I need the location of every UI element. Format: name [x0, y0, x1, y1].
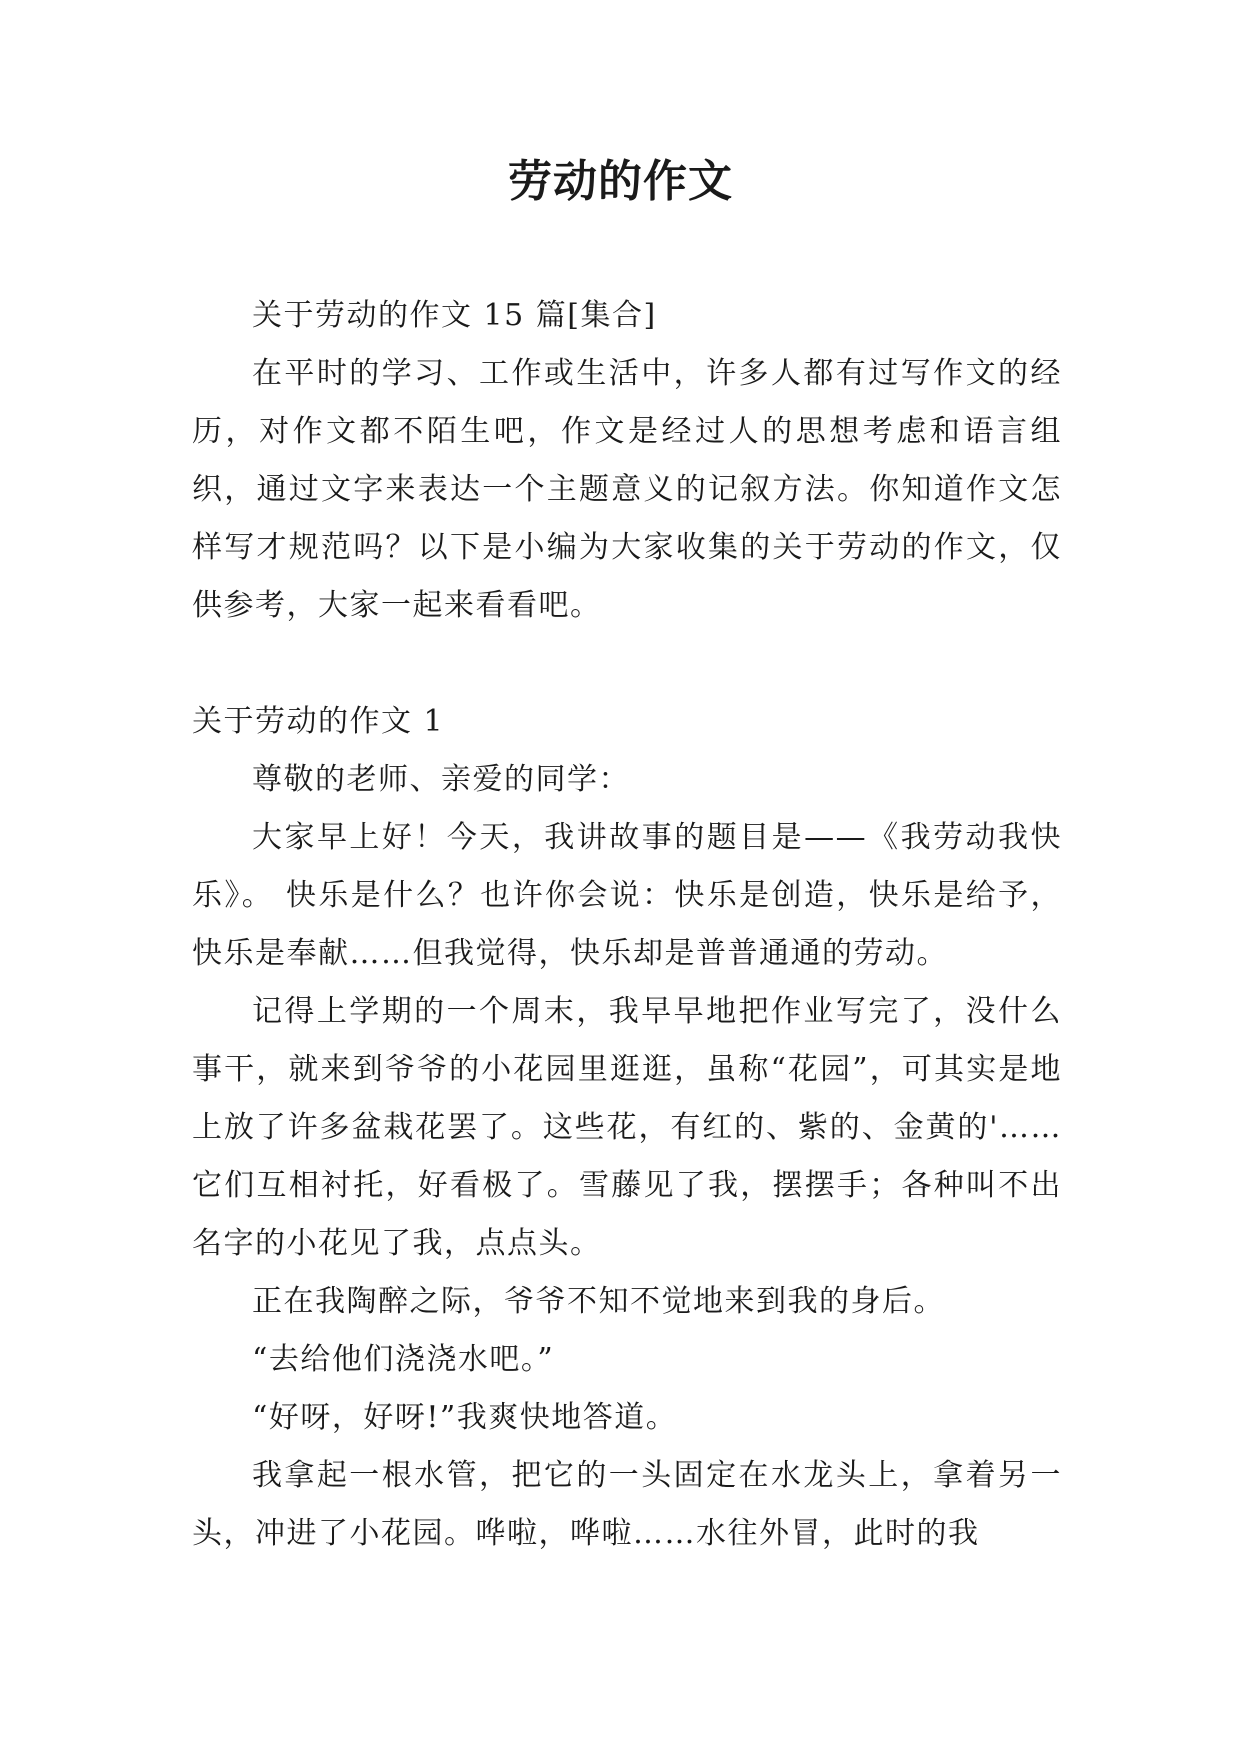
paragraph-watering: 我拿起一根水管，把它的一头固定在水龙头上，拿着另一头，冲进了小花园。哗啦，哗啦……水往外冒，此时的我	[192, 1458, 1062, 1551]
section-heading: 关于劳动的作文 1	[192, 704, 445, 739]
paragraph-opening: 大家早上好！今天，我讲故事的题目是——《我劳动我快乐》。 快乐是什么？也许你会说：快乐是创造，快乐是给予，快乐是奉献……但我觉得，快乐却是普普通通的劳动。	[192, 820, 1062, 971]
document-body	[192, 287, 1062, 1563]
section-spacer	[192, 635, 1062, 693]
paragraph-greeting: 尊敬的老师、亲爱的同学：	[252, 762, 630, 797]
document-title: 劳动的作文	[508, 156, 733, 207]
paragraph-quote-reply: “好呀，好呀!”我爽快地答道。	[252, 1400, 678, 1435]
paragraph-memory: 记得上学期的一个周末，我早早地把作业写完了，没什么事干，就来到爷爷的小花园里逛逛，虽称“花园”，可其实是地上放了许多盆栽花罢了。这些花，有红的、紫的、金黄的'……它们互相衬托，好看极了。雪藤见了我，摆摆手；各种叫不出名字的小花见了我，点点头。	[192, 994, 1062, 1261]
document-subtitle: 关于劳动的作文 15 篇[集合]	[252, 298, 657, 333]
paragraph-quote-water: “去给他们浇浇水吧。”	[252, 1342, 555, 1377]
paragraph-grandpa: 正在我陶醉之际，爷爷不知不觉地来到我的身后。	[252, 1284, 945, 1319]
intro-paragraph: 在平时的学习、工作或生活中，许多人都有过写作文的经历，对作文都不陌生吧，作文是经过人的思想考虑和语言组织，通过文字来表达一个主题意义的记叙方法。你知道作文怎样写才规范吗？以下是小编为大家收集的关于劳动的作文，仅供参考，大家一起来看看吧。	[192, 356, 1062, 623]
